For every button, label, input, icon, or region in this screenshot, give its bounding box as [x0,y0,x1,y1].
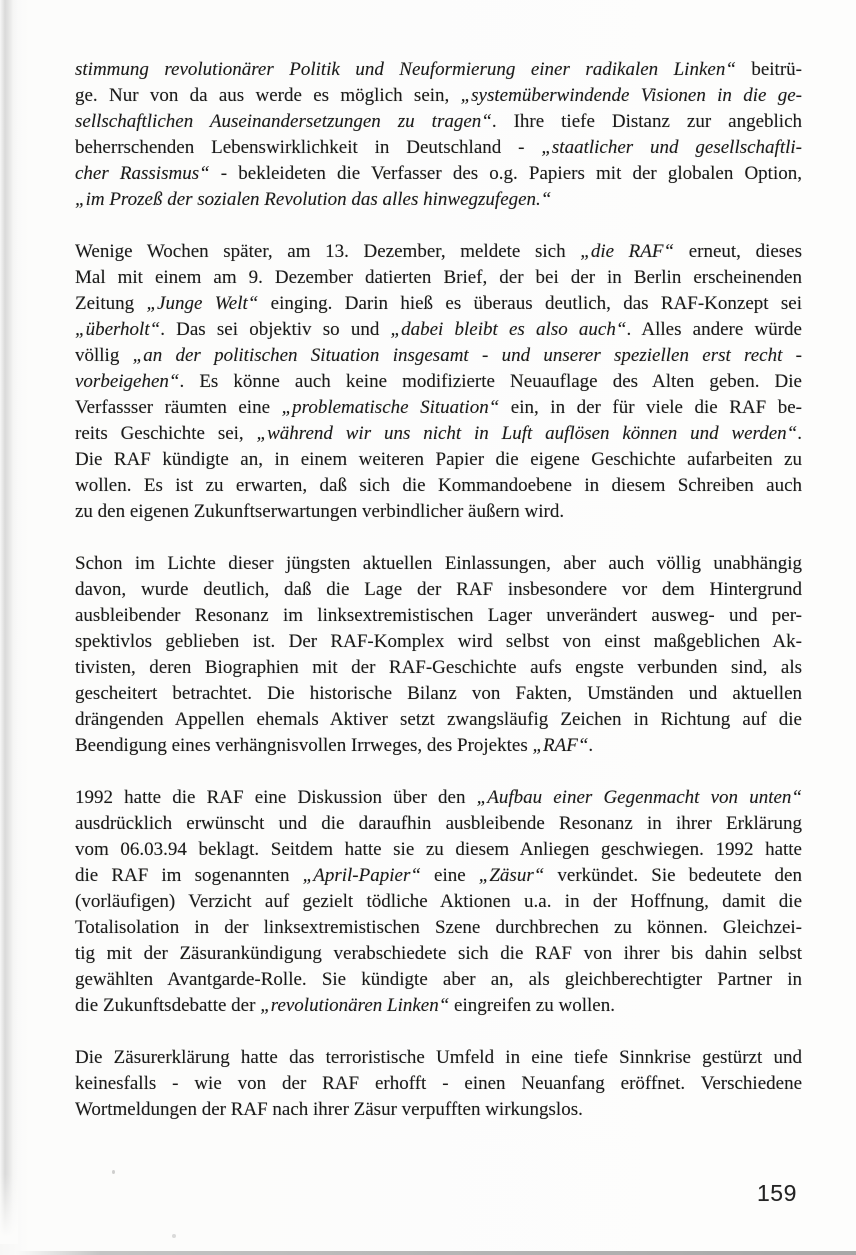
text-run: die Zukunftsdebatte der [75,995,261,1016]
text-run: beherrschenden Lebenswirklichkeit in Deutschland - [75,137,542,158]
text-run: gescheitert betrachtet. Die historische Bilanz von Fakten, Umständen und aktuellen [75,683,802,704]
text-run: zu den eigenen Zukunftserwartungen verbindlicher äußern wird. [75,501,565,522]
text-line [75,837,802,863]
text-line [75,395,802,421]
text-line [75,473,802,499]
text-line [75,681,802,707]
text-run: ausbleibender Resonanz im linksextremistischen Lager unverändert ausweg- und per- [75,605,802,626]
text-line [75,83,802,109]
text-line [75,343,802,369]
text-run: wollen. Es ist zu erwarten, daß sich die Kommandoebene in diesem Schreiben auch [75,475,802,496]
text-run: die RAF im sogenannten [75,865,303,886]
text-line [75,499,802,525]
italic-text-run: „während wir uns nicht in Luft auflösen können und werden“ [256,423,798,444]
italic-text-run: „Junge Welt“ [146,293,259,314]
text-run: spektivlos geblieben ist. Der RAF-Komplex wird selbst von einst maßgeblichen Ak- [75,631,802,652]
text-line [75,135,802,161]
text-line [75,993,802,1019]
text-run: . Alles andere würde [626,319,802,340]
italic-text-run: „RAF“ [532,735,589,756]
italic-text-run: „dabei bleibt es also auch“ [390,319,627,340]
text-line [75,577,802,603]
text-line [75,941,802,967]
text-run: eine [420,865,479,886]
text-line [75,889,802,915]
italic-text-run: „problematische Situation“ [281,397,500,418]
text-block [75,57,802,1123]
italic-text-run: sellschaftlichen Auseinandersetzungen zu tragen“ [75,111,492,132]
scan-speck [112,1170,115,1174]
text-run: Totalisolation in der linksextremistischen Szene durchbrechen zu können. Gleichzei- [75,917,802,938]
text-run: Die Zäsurerklärung hatte das terroristische Umfeld in eine tiefe Sinnkrise gestürzt und [75,1047,802,1068]
text-run: Die RAF kündigte an, in einem weiteren Papier die eigene Geschichte aufarbeiten zu [75,449,802,470]
text-run: Wortmeldungen der RAF nach ihrer Zäsur verpufften wirkungslos. [75,1099,583,1120]
text-run: eingreifen zu wollen. [449,995,615,1016]
text-run: . [588,735,594,756]
text-run: Verfassser räumten eine [75,397,282,418]
text-line [75,265,802,291]
italic-text-run: stimmung revolutionärer Politik und Neuformierung einer radikalen Linken“ [75,59,736,80]
text-line [75,291,802,317]
text-line [75,317,802,343]
text-run: . [797,423,802,444]
italic-text-run: „die RAF“ [580,241,675,262]
text-run: . Das sei objektiv so und [160,319,391,340]
text-line [75,629,802,655]
text-line [75,239,802,265]
text-line [75,811,802,837]
text-line [75,863,802,889]
text-line [75,655,802,681]
text-run: . Ihre tiefe Distanz zur angeblich [491,111,803,132]
text-line [75,57,802,83]
text-run: tig mit der Zäsurankündigung verabschiedete sich die RAF von ihrer bis dahin selbst [75,943,802,964]
text-run: ge. Nur von da aus werde es möglich sein, [75,85,461,106]
scan-edge-left-artifact [0,0,18,1244]
text-run: drängenden Appellen ehemals Aktiver setzt zwangsläufig Zeichen in Richtung auf die [75,709,802,730]
text-line [75,421,802,447]
text-line [75,369,802,395]
paragraph [75,785,802,1019]
text-line [75,161,802,187]
text-run: völlig [75,345,133,366]
italic-text-run: „revolutionären Linken“ [260,995,450,1016]
text-line [75,551,802,577]
italic-text-run: „Zäsur“ [478,865,545,886]
text-run: vom 06.03.94 beklagt. Seitdem hatte sie zu diesem Anliegen geschwiegen. 1992 hatte [75,839,802,860]
text-run: gewählten Avantgarde-Rolle. Sie kündigte aber an, als gleichberechtigter Partner in [75,969,802,990]
text-run: Schon im Lichte dieser jüngsten aktuellen Einlassungen, aber auch völlig unabhängig [75,553,802,574]
text-line [75,967,802,993]
italic-text-run: „Aufbau einer Gegenmacht von unten“ [476,787,802,808]
text-line [75,1045,802,1071]
italic-text-run: vorbeigehen“ [75,371,180,392]
paragraph [75,239,802,525]
italic-text-run: „überholt“ [75,319,161,340]
text-run: einging. Darin hieß es überaus deutlich, das RAF-Konzept sei [258,293,802,314]
italic-text-run: „staatlicher und gesellschaftli- [541,137,802,158]
paragraph [75,57,802,213]
text-run: Zeitung [75,293,147,314]
text-run: . Es könne auch keine modifizierte Neuauflage des Alten geben. Die [179,371,802,392]
text-line [75,707,802,733]
text-line [75,1097,802,1123]
italic-text-run: cher Rassismus“ [75,163,210,184]
page-number: 159 [757,1180,797,1206]
italic-text-run: „systemüberwindende Visionen in die ge- [460,85,803,106]
text-run: - bekleideten die Verfasser des o.g. Papiers mit der globalen Option, [209,163,802,184]
paragraph [75,551,802,759]
text-run: erneut, dieses [674,241,803,262]
text-run: davon, wurde deutlich, daß die Lage der RAF insbesondere vor dem Hintergrund [75,579,802,600]
italic-text-run: „an der politischen Situation insgesamt - und unserer speziellen erst recht - [132,345,803,366]
text-run: ausdrücklich erwünscht und die daraufhin ausbleibende Resonanz in ihrer Erklärung [75,813,802,834]
scan-edge-bottom-artifact [16,1251,856,1255]
text-run: keinesfalls - wie von der RAF erhofft - einen Neuanfang eröffnet. Verschiedene [75,1073,802,1094]
text-line [75,915,802,941]
text-run: 1992 hatte die RAF eine Diskussion über den [75,787,477,808]
text-run: Beendigung eines verhängnisvollen Irrweges, des Projektes [75,735,533,756]
text-line [75,603,802,629]
text-run: tivisten, deren Biographien mit der RAF-Geschichte aufs engste verbunden sind, als [75,657,802,678]
scan-speck [172,1234,176,1238]
text-run: ein, in der für viele die RAF be- [499,397,802,418]
text-line [75,733,802,759]
paragraph [75,1045,802,1123]
italic-text-run: „April-Papier“ [302,865,421,886]
text-run: beitrü- [735,59,802,80]
italic-text-run: „im Prozeß der sozialen Revolution das alles hinwegzufegen.“ [75,189,552,210]
text-line [75,187,802,213]
text-run: (vorläufigen) Verzicht auf gezielt tödliche Aktionen u.a. in der Hoffnung, damit die [75,891,802,912]
text-run: verkündet. Sie bedeutete den [544,865,802,886]
text-run: Mal mit einem am 9. Dezember datierten Brief, der bei der in Berlin erscheinenden [75,267,802,288]
text-run: Wenige Wochen später, am 13. Dezember, meldete sich [75,241,581,262]
text-line [75,785,802,811]
text-line [75,447,802,473]
text-run: reits Geschichte sei, [75,423,257,444]
text-line [75,109,802,135]
text-line [75,1071,802,1097]
